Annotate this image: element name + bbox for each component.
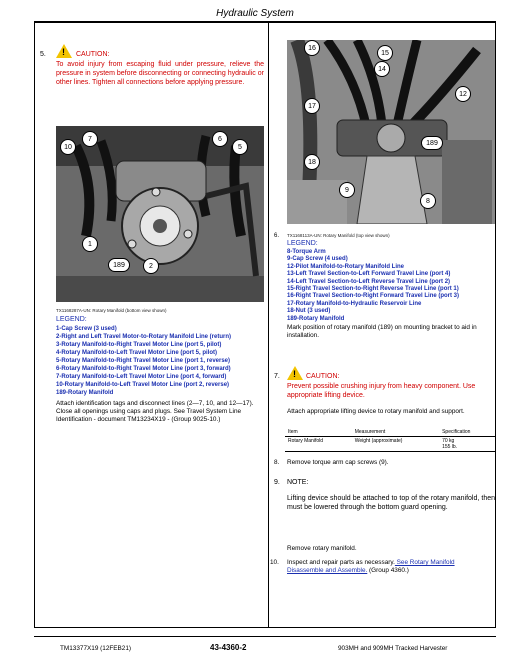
rotary-manifold-bottom-photo — [56, 126, 264, 302]
callout-14: 14 — [374, 61, 390, 77]
legend-title: LEGEND: — [56, 316, 87, 323]
photo-1-caption: TX1168287A-UN: Rotary Manifold (bottom view shown) — [56, 308, 167, 313]
legend-item: 5-Rotary Manifold-to-Right Travel Motor Line (port 1, reverse) — [56, 358, 231, 364]
legend-item: 2-Right and Left Travel Motor-to-Rotary Manifold Line (return) — [56, 334, 231, 340]
photo-2-caption: TX1168113A-UN: Rotary Manifold (top view shown) — [287, 233, 390, 238]
disconnect-instruction: Attach identification tags and disconnect lines (2—7, 10, and 12—17). Close all openings using caps and plugs. See Travel System Line Identification - document TM13234X19 - (Group 9025-10.) — [56, 400, 254, 423]
step-10-text-before: Inspect and repair parts as necessary. — [287, 559, 395, 566]
step-9-number: 9. — [274, 479, 280, 486]
callout-7: 7 — [82, 131, 98, 147]
step-5 — [40, 50, 264, 59]
callout-12: 12 — [455, 86, 471, 102]
callout-15: 15 — [377, 45, 393, 61]
legend-item: 14-Left Travel Section-to-Left Reverse Travel Line (port 2) — [287, 278, 451, 285]
legend-list — [56, 325, 268, 397]
step-8-text: Remove torque arm cap screws (9). — [287, 459, 389, 466]
step-6-text: Mark position of rotary manifold (189) on mounting bracket to aid in installation. — [287, 324, 477, 339]
footer-rule — [34, 636, 496, 637]
caution-label-2: CAUTION: — [306, 373, 340, 380]
legend-list-2 — [287, 249, 495, 323]
legend-item: 10-Rotary Manifold-to-Left Travel Motor Line (port 2, reverse) — [56, 382, 230, 388]
caution-icon: ! — [56, 42, 72, 60]
spec-value-kg: 70 kg — [442, 438, 455, 444]
legend-item: 6-Rotary Manifold-to-Right Travel Motor Line (port 3, forward) — [56, 366, 231, 372]
legend-item: 3-Rotary Manifold-to-Right Travel Motor Line (port 5, pilot) — [56, 342, 222, 348]
callout-6: 6 — [212, 131, 228, 147]
spec-header-measurement: Measurement — [354, 429, 386, 435]
step-8-number: 8. — [274, 459, 280, 466]
spec-header-item: Item — [288, 429, 298, 435]
step-10-number: 10. — [270, 559, 279, 566]
footer-doc-id: TM13377X19 (12FEB21) — [60, 645, 132, 652]
legend-item: 17-Rotary Manifold-to-Hydraulic Reservoir Line — [287, 300, 422, 307]
callout-5: 5 — [232, 139, 248, 155]
callout-9: 9 — [339, 182, 355, 198]
rotary-manifold-disassemble-link[interactable]: See Rotary Manifold Disassemble and Assemble. — [287, 559, 455, 574]
legend-item: 8-Torque Arm — [287, 249, 326, 255]
rotary-manifold-top-photo — [287, 40, 495, 224]
caution-icon-2: ! — [287, 364, 303, 382]
legend-title-2: LEGEND: — [287, 240, 318, 247]
callout-16: 16 — [304, 40, 320, 56]
spec-header-specification: Specification — [442, 429, 471, 435]
callout-17: 17 — [304, 98, 320, 114]
footer-page-number: 43-4360-2 — [210, 643, 247, 652]
spec-item: Rotary Manifold — [288, 438, 324, 444]
step-7-number: 7. — [274, 373, 280, 380]
spec-table — [285, 428, 495, 452]
callout-10: 10 — [60, 139, 76, 155]
footer-product: 903MH and 909MH Tracked Harvester — [338, 645, 448, 652]
column-divider — [268, 22, 269, 628]
legend-item: 4-Rotary Manifold-to-Left Travel Motor Line (port 5, pilot) — [56, 350, 217, 356]
rotary-manifold-bottom-illustration — [56, 126, 264, 302]
rotary-manifold-top-illustration — [287, 40, 495, 224]
step-5-number: 5. — [40, 51, 46, 58]
legend-item: 9-Cap Screw (4 used) — [287, 256, 348, 263]
callout-1: 1 — [82, 236, 98, 252]
caution-text: To avoid injury from escaping fluid under pressure, relieve the pressure in system before disconnecting or connecting hydraulic or other lines. Tighten all connections before applying pressure. — [56, 61, 264, 86]
legend-item: 1-Cap Screw (3 used) — [56, 326, 117, 332]
caution-text-2: Prevent possible crushing injury from heavy component. Use appropriate lifting device. — [287, 383, 476, 399]
spec-measurement: Weight (approximate) — [354, 438, 403, 444]
legend-item: 7-Rotary Manifold-to-Left Travel Motor Line (port 4, forward) — [56, 374, 227, 380]
step-10-text — [287, 559, 491, 575]
legend-item: 16-Right Travel Section-to-Right Forward Travel Line (port 3) — [287, 293, 460, 300]
legend-item: 15-Right Travel Section-to-Right Reverse Travel Line (port 1) — [287, 286, 459, 293]
spec-value — [439, 437, 495, 452]
callout-189: 189 — [421, 136, 443, 150]
page-header-title: Hydraulic System — [216, 8, 294, 19]
caution-label: CAUTION: — [76, 51, 110, 58]
callout-18: 18 — [304, 154, 320, 170]
legend-item: 189-Rotary Manifold — [56, 390, 114, 396]
note-text: Lifting device should be attached to top of the rotary manifold, then must be lowered through the bottom guard opening. — [287, 495, 495, 511]
step-9-text: Remove rotary manifold. — [287, 545, 357, 552]
legend-item: 189-Rotary Manifold — [287, 315, 345, 322]
callout-189: 189 — [108, 258, 130, 272]
step-7-text: Attach appropriate lifting device to rotary manifold and support. — [287, 408, 465, 415]
step-10-text-after: (Group 4360.) — [367, 567, 409, 574]
callout-2: 2 — [143, 258, 159, 274]
callout-8: 8 — [420, 193, 436, 209]
legend-item: 18-Nut (3 used) — [287, 308, 331, 315]
legend-item: 13-Left Travel Section-to-Left Forward Travel Line (port 4) — [287, 271, 451, 278]
step-6-number: 6. — [274, 233, 280, 239]
spec-value-lb: 155 lb. — [442, 444, 458, 450]
legend-item: 12-Pilot Manifold-to-Rotary Manifold Line — [287, 263, 404, 270]
note-label: NOTE: — [287, 479, 309, 486]
